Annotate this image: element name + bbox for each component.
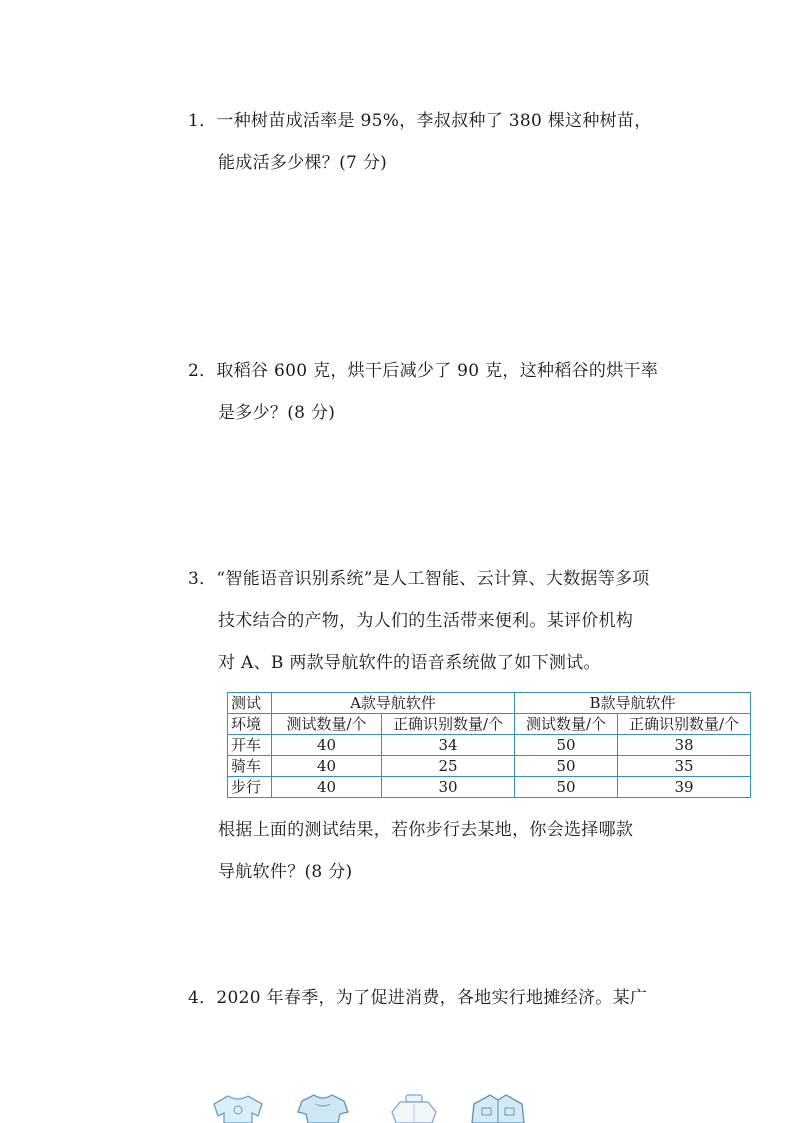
question-3-text-5: 导航软件？(8 分) — [218, 862, 353, 882]
cell-a-test: 40 — [272, 777, 382, 798]
table-header-row-1 — [228, 693, 751, 714]
header-b-test: 测试数量/个 — [515, 714, 618, 735]
cell-a-correct: 34 — [382, 735, 515, 756]
cell-b-correct: 38 — [618, 735, 751, 756]
cell-a-test: 40 — [272, 756, 382, 777]
row-env: 开车 — [228, 735, 272, 756]
question-4-line-1 — [188, 983, 647, 1008]
sweater-illustration — [388, 1092, 440, 1123]
question-3-line-1 — [188, 564, 650, 589]
cell-b-correct: 39 — [618, 777, 751, 798]
cell-b-test: 50 — [515, 735, 618, 756]
question-3-text-2: 技术结合的产物，为人们的生活带来便利。某评价机构 — [218, 611, 634, 631]
cell-a-correct: 25 — [382, 756, 515, 777]
table-header-row-2 — [228, 714, 751, 735]
header-a-test: 测试数量/个 — [272, 714, 382, 735]
question-1-text-1: 一种树苗成活率是 95%，李叔叔种了 380 棵这种树苗， — [216, 111, 652, 131]
question-1-number: 1． — [188, 111, 217, 131]
cell-b-test: 50 — [515, 756, 618, 777]
table-row — [228, 756, 751, 777]
navigation-test-table — [227, 692, 751, 798]
table-row — [228, 735, 751, 756]
question-3-text-3: 对 A、B 两款导航软件的语音系统做了如下测试。 — [218, 653, 601, 673]
tshirt-illustration — [210, 1092, 266, 1123]
question-3-text-1: “智能语音识别系统”是人工智能、云计算、大数据等多项 — [216, 569, 650, 589]
question-2-text-1: 取稻谷 600 克，烘干后减少了 90 克，这种稻谷的烘干率 — [216, 361, 659, 381]
question-3-text-4: 根据上面的测试结果，若你步行去某地，你会选择哪款 — [218, 820, 634, 840]
header-app-a: A款导航软件 — [272, 693, 515, 714]
question-1-text-2: 能成活多少棵？(7 分) — [218, 153, 388, 173]
header-a-correct: 正确识别数量/个 — [382, 714, 515, 735]
row-env: 步行 — [228, 777, 272, 798]
header-b-correct: 正确识别数量/个 — [618, 714, 751, 735]
question-3-number: 3． — [188, 569, 217, 589]
question-2-line-1 — [188, 356, 658, 381]
row-env: 骑车 — [228, 756, 272, 777]
cell-a-test: 40 — [272, 735, 382, 756]
cell-b-correct: 35 — [618, 756, 751, 777]
dress-illustration — [294, 1092, 352, 1123]
jacket-illustration — [468, 1092, 528, 1123]
header-env-label-1: 测试 — [228, 693, 272, 714]
question-2-number: 2． — [188, 361, 217, 381]
header-app-b: B款导航软件 — [515, 693, 751, 714]
question-4-text-1: 2020 年春季，为了促进消费，各地实行地摊经济。某广 — [216, 988, 648, 1008]
question-2-text-2: 是多少？(8 分) — [218, 403, 336, 423]
cell-b-test: 50 — [515, 777, 618, 798]
cell-a-correct: 30 — [382, 777, 515, 798]
question-1-line-1 — [188, 106, 652, 131]
question-4-number: 4． — [188, 988, 217, 1008]
header-env-label-2: 环境 — [228, 714, 272, 735]
table-row — [228, 777, 751, 798]
